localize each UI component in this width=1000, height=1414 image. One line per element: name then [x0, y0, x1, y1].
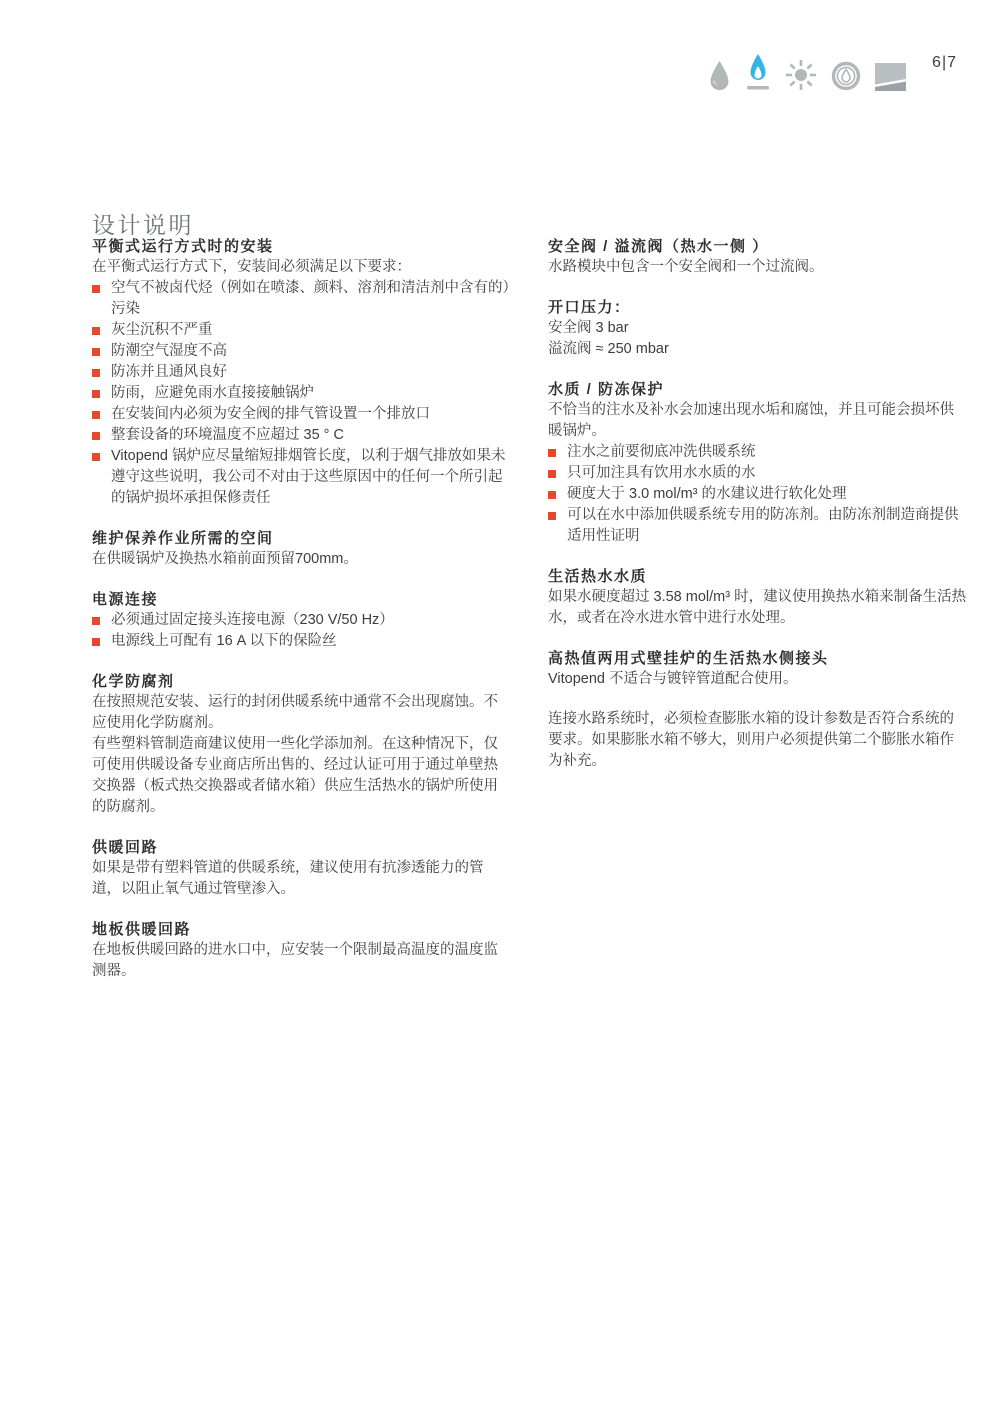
page-title: 设计说明	[92, 212, 194, 239]
bullet-item: 空气不被卤代烃（例如在喷漆、颜料、溶剂和清洁剂中含有的）污染	[92, 278, 512, 320]
paragraph: 在按照规范安装、运行的封闭供暖系统中通常不会出现腐蚀。不应使用化学防腐剂。	[92, 694, 498, 731]
paragraph: 连接水路系统时，必须检查膨胀水箱的设计参数是否符合系统的要求。如果膨胀水箱不够大，则用户必须提供第二个膨胀水箱作为补充。	[548, 711, 954, 769]
section	[92, 837, 512, 900]
bullet-item: 硬度大于 3.0 mol/m³ 的水建议进行软化处理	[548, 484, 968, 505]
paragraph: 有些塑料管制造商建议使用一些化学添加剂。在这种情况下，仅可使用供暖设备专业商店所出售的、经过认证可用于通过单壁热交换器（板式热交换器或者储水箱）供应生活热水的锅炉所使用的防腐剂。	[92, 736, 498, 815]
paragraph: 在地板供暖回路的进水口中，应安装一个限制最高温度的温度监测器。	[92, 942, 498, 979]
section-heading: 高热值两用式壁挂炉的生活热水侧接头	[548, 650, 829, 667]
bullet-item: 防潮空气湿度不高	[92, 341, 512, 362]
section	[548, 648, 968, 690]
section	[92, 589, 512, 652]
paragraph: 在平衡式运行方式下，安装间必须满足以下要求：	[92, 259, 411, 275]
paragraph: 如果是带有塑料管道的供暖系统，建议使用有抗渗透能力的管道，以阻止氧气通过管壁渗入。	[92, 860, 484, 897]
bullet-item: 电源线上可配有 16 A 以下的保险丝	[92, 631, 512, 652]
paragraph: 安全阀 3 bar	[548, 320, 629, 336]
gas-flame-icon	[745, 54, 771, 91]
paragraph: 如果水硬度超过 3.58 mol/m³ 时，建议使用换热水箱来制备生活热水，或者在冷水进水管中进行水处理。	[548, 589, 967, 626]
paragraph: Vitopend 不适合与镀锌管道配合使用。	[548, 671, 798, 687]
section-heading: 水质 / 防冻保护	[548, 381, 665, 398]
paragraph: 水路模块中包含一个安全阀和一个过流阀。	[548, 259, 824, 275]
bullet-item: 可以在水中添加供暖系统专用的防冻剂。由防冻剂制造商提供适用性证明	[548, 505, 968, 547]
page-number: 6|7	[932, 54, 957, 71]
section-heading: 平衡式运行方式时的安装	[92, 238, 274, 255]
section-heading: 生活热水水质	[548, 568, 648, 585]
section	[548, 566, 968, 629]
section-heading: 供暖回路	[92, 839, 159, 856]
paragraph: 不恰当的注水及补水会加速出现水垢和腐蚀，并且可能会损坏供暖锅炉。	[548, 402, 954, 439]
section	[548, 379, 968, 547]
right-column	[548, 236, 968, 791]
bullet-item: 必须通过固定接头连接电源（230 V/50 Hz）	[92, 610, 512, 631]
bullet-item: 注水之前要彻底冲洗供暖系统	[548, 442, 968, 463]
solid-fuel-icon	[875, 63, 906, 91]
bullet-item: 防雨，应避免雨水直接接触锅炉	[92, 383, 512, 404]
section	[548, 709, 968, 772]
section-heading: 电源连接	[92, 591, 159, 608]
paragraph: 在供暖锅炉及换热水箱前面预留700mm。	[92, 551, 358, 567]
burner-icon	[831, 61, 861, 91]
bullet-item: 防冻并且通风良好	[92, 362, 512, 383]
left-column	[92, 236, 512, 1001]
section-heading: 维护保养作业所需的空间	[92, 530, 274, 547]
section	[92, 671, 512, 818]
section-heading: 开口压力：	[548, 299, 631, 316]
section	[548, 297, 968, 360]
section	[92, 236, 512, 509]
section-heading: 化学防腐剂	[92, 673, 175, 690]
section	[548, 236, 968, 278]
section	[92, 919, 512, 982]
bullet-item: 整套设备的环境温度不应超过 35 ° C	[92, 425, 512, 446]
bullet-item: 在安装间内必须为安全阀的排气管设置一个排放口	[92, 404, 512, 425]
section-heading: 地板供暖回路	[92, 921, 192, 938]
bullet-item: Vitopend 锅炉应尽量缩短排烟管长度，以利于烟气排放如果未遵守这些说明，我公司不对由于这些原因中的任何一个所引起的锅炉损坏承担保修责任	[92, 446, 512, 509]
bullet-item: 灰尘沉积不严重	[92, 320, 512, 341]
water-drop-icon	[708, 60, 731, 91]
sun-icon	[785, 59, 817, 91]
section-heading: 安全阀 / 溢流阀（热水一侧 ）	[548, 238, 769, 255]
bullet-item: 只可加注具有饮用水水质的水	[548, 463, 968, 484]
header-icon-strip	[708, 54, 957, 91]
section	[92, 528, 512, 570]
paragraph: 溢流阀 ≈ 250 mbar	[548, 341, 669, 357]
